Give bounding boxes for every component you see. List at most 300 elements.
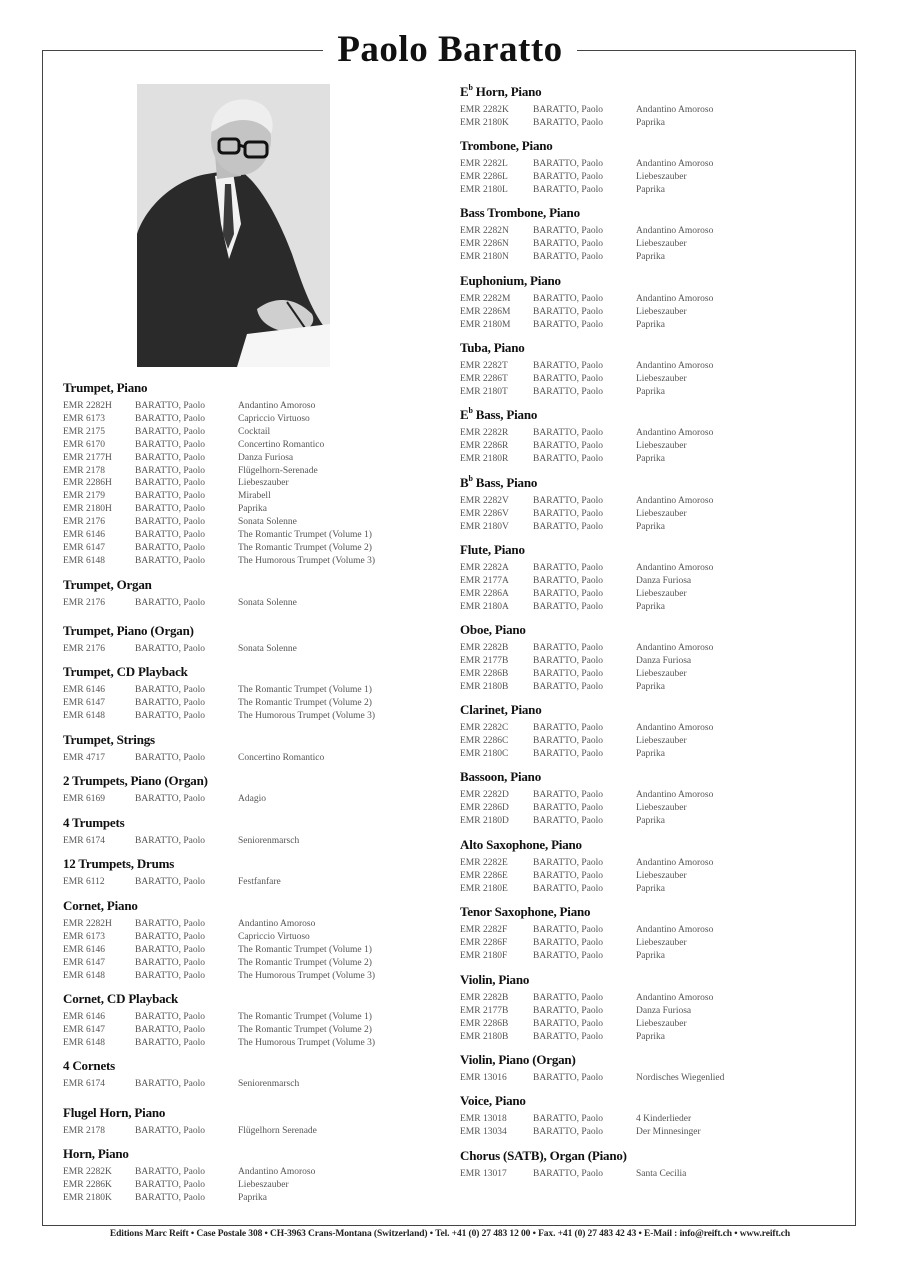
composer-name: BARATTO, Paolo (135, 401, 206, 411)
catalog-section (63, 577, 443, 610)
section-title-pre: E (460, 84, 469, 99)
catalog-entry (460, 117, 840, 130)
flat-sign: b (468, 406, 473, 415)
catalog-section (63, 1146, 443, 1205)
catalog-entry (63, 452, 443, 465)
catalog-number: EMR 2180B (460, 681, 509, 692)
work-title: Andantino Amoroso (636, 993, 714, 1003)
catalog-entry (63, 931, 443, 944)
section-title: Chorus (SATB), Organ (Piano) (460, 1148, 627, 1163)
composer-name: BARATTO, Paolo (533, 428, 604, 438)
composer-name: BARATTO, Paolo (533, 508, 604, 519)
catalog-entry (460, 562, 840, 575)
composer-name: BARATTO, Paolo (533, 238, 604, 249)
catalog-section (63, 856, 443, 889)
catalog-entry (63, 465, 443, 478)
catalog-number: EMR 2286A (460, 588, 509, 599)
composer-name: BARATTO, Paolo (533, 790, 604, 800)
composer-name: BARATTO, Paolo (533, 171, 604, 182)
section-title: Euphonium, Piano (460, 273, 561, 288)
work-title: Paprika (636, 251, 666, 262)
work-title: The Romantic Trumpet (Volume 1) (238, 685, 372, 695)
work-title: Paprika (636, 453, 666, 464)
composer-name: BARATTO, Paolo (533, 802, 604, 813)
composer-name: BARATTO, Paolo (135, 1012, 206, 1022)
catalog-number: EMR 6174 (63, 1079, 105, 1089)
catalog-entry (63, 752, 443, 765)
catalog-entry (63, 439, 443, 452)
catalog-number: EMR 2178 (63, 1126, 105, 1136)
work-title: The Romantic Trumpet (Volume 1) (238, 944, 372, 955)
work-title: Andantino Amoroso (636, 428, 714, 438)
section-title: Oboe, Piano (460, 622, 526, 637)
catalog-number: EMR 2180B (460, 1031, 509, 1042)
catalog-number: EMR 2180K (460, 117, 509, 128)
composer-name: BARATTO, Paolo (533, 117, 604, 128)
work-title: Danza Furiosa (636, 1005, 692, 1016)
work-title: Paprika (636, 184, 666, 195)
composer-name: BARATTO, Paolo (533, 226, 604, 236)
work-title: Paprika (636, 950, 666, 961)
section-title-pre: B (460, 475, 469, 490)
catalog-entry (63, 1179, 443, 1192)
catalog-number: EMR 2282T (460, 361, 508, 371)
work-title: Santa Cecilia (636, 1169, 687, 1179)
composer-name: BARATTO, Paolo (533, 655, 604, 666)
section-title: Cornet, CD Playback (63, 991, 178, 1006)
composer-name: BARATTO, Paolo (135, 1126, 206, 1136)
composer-name: BARATTO, Paolo (533, 1114, 604, 1124)
catalog-number: EMR 2282B (460, 993, 509, 1003)
section-title-pre: E (460, 407, 469, 422)
catalog-entry (460, 184, 840, 197)
work-title: Paprika (636, 1031, 666, 1042)
catalog-entry (460, 1126, 840, 1139)
catalog-number: EMR 2180D (460, 815, 509, 826)
section-title: Trumpet, Piano (Organ) (63, 623, 194, 638)
catalog-entry (460, 883, 840, 896)
catalog-number: EMR 2286H (63, 478, 112, 489)
composer-name: BARATTO, Paolo (533, 681, 604, 692)
catalog-entry (63, 400, 443, 413)
work-title: The Humorous Trumpet (Volume 3) (238, 710, 376, 721)
work-title: The Romantic Trumpet (Volume 1) (238, 1012, 372, 1022)
catalog-section (460, 475, 840, 534)
catalog-number: EMR 2282F (460, 925, 508, 935)
catalog-entry (63, 413, 443, 426)
composer-name: BARATTO, Paolo (135, 753, 206, 763)
catalog-entry (460, 789, 840, 802)
catalog-entry (460, 386, 840, 399)
composer-name: BARATTO, Paolo (533, 601, 604, 612)
work-title: Paprika (636, 601, 666, 612)
catalog-entry (63, 1166, 443, 1179)
title-bar (0, 26, 900, 74)
composer-name: BARATTO, Paolo (533, 563, 604, 573)
catalog-number: EMR 6147 (63, 957, 105, 968)
catalog-number: EMR 13034 (460, 1126, 507, 1137)
catalog-entry (460, 748, 840, 761)
work-title: Paprika (636, 521, 666, 532)
catalog-number: EMR 2180A (460, 601, 509, 612)
section-title: Tuba, Piano (460, 340, 525, 355)
catalog-entry (460, 104, 840, 117)
work-title: Capriccio Virtuoso (238, 931, 310, 942)
work-title: Liebeszauber (636, 937, 687, 948)
catalog-entry (63, 1078, 443, 1091)
catalog-entry (460, 1005, 840, 1018)
catalog-number: EMR 2286F (460, 937, 508, 948)
catalog-number: EMR 2180H (63, 504, 112, 515)
catalog-number: EMR 2282C (460, 723, 509, 733)
work-title: Andantino Amoroso (636, 643, 714, 653)
work-title: Liebeszauber (636, 802, 687, 813)
composer-name: BARATTO, Paolo (135, 931, 206, 942)
catalog-number: EMR 2177A (460, 575, 509, 586)
work-title: Liebeszauber (636, 440, 687, 451)
catalog-number: EMR 13016 (460, 1073, 507, 1083)
composer-name: BARATTO, Paolo (533, 1169, 604, 1179)
catalog-number: EMR 2286N (460, 238, 509, 249)
composer-name: BARATTO, Paolo (533, 950, 604, 961)
catalog-number: EMR 2177B (460, 655, 509, 666)
catalog-section (63, 664, 443, 723)
catalog-section (460, 340, 840, 399)
section-title: Voice, Piano (460, 1093, 526, 1108)
catalog-section (63, 732, 443, 765)
catalog-entry (460, 158, 840, 171)
catalog-entry (460, 1072, 840, 1085)
catalog-entry (63, 710, 443, 723)
composer-name: BARATTO, Paolo (135, 598, 206, 608)
work-title: Der Minnesinger (636, 1126, 701, 1137)
catalog-entry (460, 735, 840, 748)
composer-name: BARATTO, Paolo (135, 413, 206, 424)
composer-name: BARATTO, Paolo (533, 373, 604, 384)
catalog-number: EMR 6147 (63, 697, 105, 708)
catalog-entry (460, 924, 840, 937)
work-title: Festfanfare (238, 877, 281, 887)
catalog-section (460, 138, 840, 197)
section-title: Trumpet, Organ (63, 577, 152, 592)
catalog-entry (460, 722, 840, 735)
catalog-entry (63, 970, 443, 983)
work-title: Liebeszauber (636, 588, 687, 599)
work-title: Paprika (636, 117, 666, 128)
flat-sign: b (468, 474, 473, 483)
section-title (460, 407, 840, 423)
catalog-section (460, 1148, 840, 1181)
composer-name: BARATTO, Paolo (533, 1018, 604, 1029)
catalog-number: EMR 6146 (63, 685, 105, 695)
work-title: Danza Furiosa (636, 575, 692, 586)
catalog-number: EMR 2177B (460, 1005, 509, 1016)
work-title: Paprika (636, 883, 666, 894)
catalog-number: EMR 2286D (460, 802, 509, 813)
work-title: Paprika (636, 748, 666, 759)
catalog-number: EMR 2282H (63, 401, 112, 411)
section-title: Cornet, Piano (63, 898, 138, 913)
work-title: Liebeszauber (636, 306, 687, 317)
work-title: The Humorous Trumpet (Volume 3) (238, 970, 376, 981)
catalog-entry (63, 1037, 443, 1050)
composer-name: BARATTO, Paolo (533, 815, 604, 826)
catalog-entry (460, 238, 840, 251)
catalog-entry (460, 495, 840, 508)
section-title: Violin, Piano (Organ) (460, 1052, 576, 1067)
catalog-number: EMR 2180L (460, 184, 508, 195)
composer-name: BARATTO, Paolo (533, 925, 604, 935)
composer-name: BARATTO, Paolo (135, 1179, 206, 1190)
section-title: Clarinet, Piano (460, 702, 542, 717)
section-title-post: Horn, Piano (472, 84, 542, 99)
section-title (460, 475, 840, 491)
work-title: Danza Furiosa (636, 655, 692, 666)
catalog-entry (460, 815, 840, 828)
catalog-number: EMR 2176 (63, 598, 105, 608)
catalog-number: EMR 6169 (63, 794, 105, 804)
work-title: Liebeszauber (636, 1018, 687, 1029)
catalog-section (63, 773, 443, 806)
composer-name: BARATTO, Paolo (135, 491, 206, 502)
composer-name: BARATTO, Paolo (533, 1005, 604, 1016)
catalog-entry (460, 992, 840, 1005)
catalog-number: EMR 6148 (63, 970, 105, 981)
catalog-number: EMR 2180K (63, 1192, 112, 1203)
section-title: 4 Trumpets (63, 815, 125, 830)
catalog-entry (63, 1011, 443, 1024)
catalog-entry (63, 555, 443, 568)
work-title: Liebeszauber (636, 171, 687, 182)
catalog-number: EMR 2180F (460, 950, 508, 961)
catalog-number: EMR 2179 (63, 491, 105, 502)
catalog-section (460, 972, 840, 1044)
catalog-number: EMR 2180M (460, 319, 511, 330)
catalog-number: EMR 2180V (460, 521, 509, 532)
composer-name: BARATTO, Paolo (533, 184, 604, 195)
work-title: Andantino Amoroso (238, 1167, 316, 1177)
catalog-entry (460, 1113, 840, 1126)
catalog-number: EMR 2180C (460, 748, 509, 759)
catalog-number: EMR 2282E (460, 858, 508, 868)
catalog-number: EMR 2282H (63, 919, 112, 929)
catalog-number: EMR 6147 (63, 542, 105, 553)
catalog-section (460, 1052, 840, 1085)
catalog-number: EMR 6146 (63, 530, 105, 541)
catalog-entry (460, 870, 840, 883)
catalog-section (460, 407, 840, 466)
composer-name: BARATTO, Paolo (533, 361, 604, 371)
composer-name: BARATTO, Paolo (533, 575, 604, 586)
composer-name: BARATTO, Paolo (533, 1073, 604, 1083)
catalog-entry (63, 597, 443, 610)
publisher-footer: Editions Marc Reift • Case Postale 308 • CH-3963 Crans-Montana (Switzerland) • Tel. +41 (0) 27 483 12 00 • Fax. +41 (0) 27 483 42 43 • E-Mail : info@reift.ch • www.reift.ch (109, 1229, 791, 1239)
work-title: Andantino Amoroso (636, 361, 714, 371)
catalog-entry (63, 503, 443, 516)
section-title: Horn, Piano (63, 1146, 129, 1161)
catalog-entry (460, 306, 840, 319)
catalog-entry (460, 655, 840, 668)
catalog-section (63, 623, 443, 656)
section-title: Trumpet, Strings (63, 732, 155, 747)
work-title: The Romantic Trumpet (Volume 2) (238, 957, 372, 968)
composer-name: BARATTO, Paolo (135, 794, 206, 804)
composer-name: BARATTO, Paolo (135, 710, 206, 721)
catalog-number: EMR 2286V (460, 508, 509, 519)
catalog-number: EMR 6174 (63, 836, 105, 846)
catalog-number: EMR 2286E (460, 870, 508, 881)
catalog-entry (63, 643, 443, 656)
catalog-entry (460, 950, 840, 963)
composer-name: BARATTO, Paolo (533, 858, 604, 868)
work-title: Liebeszauber (636, 668, 687, 679)
composer-name: BARATTO, Paolo (533, 386, 604, 397)
catalog-number: EMR 6173 (63, 931, 105, 942)
composer-name: BARATTO, Paolo (135, 504, 206, 515)
work-title: Andantino Amoroso (238, 401, 316, 411)
catalog-number: EMR 2282M (460, 294, 511, 304)
work-title: The Romantic Trumpet (Volume 2) (238, 1024, 372, 1035)
work-title: Andantino Amoroso (636, 858, 714, 868)
work-title: Liebeszauber (238, 478, 289, 489)
composer-name: BARATTO, Paolo (533, 496, 604, 506)
composer-name: BARATTO, Paolo (533, 159, 604, 169)
catalog-number: EMR 2282V (460, 496, 509, 506)
catalog-entry (460, 521, 840, 534)
catalog-number: EMR 2282D (460, 790, 509, 800)
catalog-entry (63, 876, 443, 889)
catalog-number: EMR 2286L (460, 171, 508, 182)
catalog-entry (460, 937, 840, 950)
catalog-entry (63, 516, 443, 529)
work-title: Andantino Amoroso (636, 925, 714, 935)
catalog-number: EMR 2178 (63, 465, 105, 476)
work-title: The Romantic Trumpet (Volume 1) (238, 530, 372, 541)
catalog-entry (460, 171, 840, 184)
catalog-number: EMR 2282K (63, 1167, 112, 1177)
catalog-entry (460, 373, 840, 386)
catalog-entry (460, 251, 840, 264)
composer-name: BARATTO, Paolo (533, 1031, 604, 1042)
work-title: The Romantic Trumpet (Volume 2) (238, 542, 372, 553)
work-title: Flügelhorn-Serenade (238, 465, 318, 476)
catalog-number: EMR 6148 (63, 1037, 105, 1048)
catalog-number: EMR 6148 (63, 555, 105, 566)
catalog-entry (460, 668, 840, 681)
catalog-section (63, 991, 443, 1050)
composer-name: BARATTO, Paolo (533, 588, 604, 599)
work-title: Andantino Amoroso (636, 294, 714, 304)
catalog-section (460, 904, 840, 963)
catalog-entry (460, 802, 840, 815)
work-title: Liebeszauber (636, 508, 687, 519)
catalog-entry (63, 542, 443, 555)
composer-name: BARATTO, Paolo (135, 957, 206, 968)
section-title (460, 84, 840, 100)
composer-name: BARATTO, Paolo (533, 440, 604, 451)
composer-name: BARATTO, Paolo (533, 319, 604, 330)
composer-name: BARATTO, Paolo (533, 453, 604, 464)
flat-sign: b (468, 83, 473, 92)
catalog-number: EMR 2286B (460, 668, 509, 679)
catalog-entry (63, 918, 443, 931)
work-title: Paprika (636, 681, 666, 692)
composer-name: BARATTO, Paolo (533, 937, 604, 948)
section-title: Flugel Horn, Piano (63, 1105, 166, 1120)
work-title: Paprika (238, 504, 268, 515)
composer-name: BARATTO, Paolo (533, 883, 604, 894)
work-title: Andantino Amoroso (636, 105, 714, 115)
work-title: 4 Kinderlieder (636, 1114, 692, 1124)
catalog-section (460, 542, 840, 614)
catalog-number: EMR 4717 (63, 753, 105, 763)
work-title: Liebeszauber (636, 373, 687, 384)
catalog-number: EMR 13017 (460, 1169, 507, 1179)
work-title: Liebeszauber (636, 735, 687, 746)
composer-name: BARATTO, Paolo (135, 1167, 206, 1177)
work-title: Danza Furiosa (238, 452, 294, 463)
composer-name: BARATTO, Paolo (135, 426, 206, 437)
work-title: Liebeszauber (636, 870, 687, 881)
composer-name: BARATTO, Paolo (135, 919, 206, 929)
work-title: Sonata Solenne (238, 598, 297, 608)
catalog-entry (460, 1031, 840, 1044)
work-title: Mirabell (238, 491, 271, 502)
catalog-entry (460, 225, 840, 238)
catalog-number: EMR 2286R (460, 440, 509, 451)
catalog-entry (460, 360, 840, 373)
catalog-number: EMR 6112 (63, 877, 105, 887)
catalog-number: EMR 6146 (63, 944, 105, 955)
work-title: Andantino Amoroso (238, 919, 316, 929)
composer-name: BARATTO, Paolo (533, 643, 604, 653)
composer-name: BARATTO, Paolo (533, 294, 604, 304)
catalog-section (460, 702, 840, 761)
composer-name: BARATTO, Paolo (533, 723, 604, 733)
catalog-entry (63, 1024, 443, 1037)
work-title: Nordisches Wiegenlied (636, 1073, 725, 1083)
catalog-number: EMR 2286B (460, 1018, 509, 1029)
catalog-entry (460, 293, 840, 306)
composer-name: BARATTO, Paolo (135, 1037, 206, 1048)
catalog-entry (63, 529, 443, 542)
work-title: Andantino Amoroso (636, 226, 714, 236)
section-title: 12 Trumpets, Drums (63, 856, 175, 871)
catalog-number: EMR 2180N (460, 251, 509, 262)
composer-name: BARATTO, Paolo (135, 944, 206, 955)
catalog-entry (460, 601, 840, 614)
catalog-entry (63, 426, 443, 439)
work-title: Paprika (636, 815, 666, 826)
catalog-number: EMR 2282K (460, 105, 509, 115)
section-title: 4 Cornets (63, 1058, 115, 1073)
catalog-number: EMR 2176 (63, 517, 105, 528)
section-title-post: Bass, Piano (472, 475, 538, 490)
composer-name: BARATTO, Paolo (135, 685, 206, 695)
catalog-entry (63, 697, 443, 710)
catalog-section (460, 769, 840, 828)
catalog-entry (460, 453, 840, 466)
catalog-entry (63, 1125, 443, 1138)
composer-name: BARATTO, Paolo (135, 555, 206, 566)
composer-name: BARATTO, Paolo (135, 478, 206, 489)
composer-portrait (137, 84, 330, 367)
work-title: Paprika (636, 319, 666, 330)
catalog-number: EMR 2180E (460, 883, 508, 894)
section-title: Flute, Piano (460, 542, 525, 557)
work-title: Liebeszauber (636, 238, 687, 249)
work-title: The Humorous Trumpet (Volume 3) (238, 1037, 376, 1048)
